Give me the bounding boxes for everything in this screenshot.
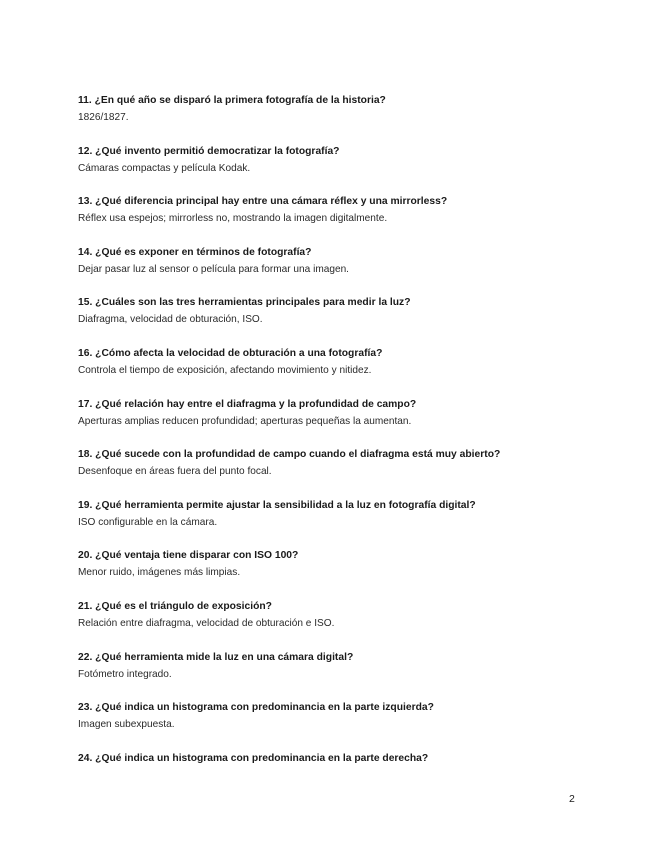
qa-item-19 (78, 499, 598, 550)
question-text: 23. ¿Qué indica un histograma con predominancia en la parte izquierda? (78, 702, 434, 714)
qa-item-15 (78, 296, 598, 347)
question-answer-list (78, 94, 598, 802)
question-text: 15. ¿Cuáles son las tres herramientas principales para medir la luz? (78, 297, 411, 309)
qa-item-11 (78, 94, 598, 145)
qa-item-23 (78, 701, 598, 752)
qa-item-21 (78, 600, 598, 651)
qa-item-13 (78, 195, 598, 246)
qa-item-24 (78, 752, 598, 803)
question-text: 17. ¿Qué relación hay entre el diafragma y la profundidad de campo? (78, 398, 417, 410)
answer-text: Relación entre diafragma, velocidad de obturación e ISO. (78, 617, 335, 629)
question-text: 21. ¿Qué es el triángulo de exposición? (78, 600, 272, 612)
answer-text: Réflex usa espejos; mirrorless no, mostrando la imagen digitalmente. (78, 213, 388, 225)
qa-item-20 (78, 549, 598, 600)
question-text: 24. ¿Qué indica un histograma con predominancia en la parte derecha? (78, 752, 429, 764)
answer-text: Cámaras compactas y película Kodak. (78, 162, 251, 174)
page-number: 2 (569, 793, 575, 805)
question-text: 12. ¿Qué invento permitió democratizar la fotografía? (78, 145, 340, 157)
answer-text: Menor ruido, imágenes más limpias. (78, 567, 241, 579)
qa-item-12 (78, 145, 598, 196)
qa-item-22 (78, 651, 598, 702)
question-text: 14. ¿Qué es exponer en términos de fotografía? (78, 246, 312, 258)
question-text: 20. ¿Qué ventaja tiene disparar con ISO 100? (78, 550, 299, 562)
question-text: 18. ¿Qué sucede con la profundidad de campo cuando el diafragma está muy abierto? (78, 449, 501, 461)
answer-text: Controla el tiempo de exposición, afectando movimiento y nitidez. (78, 364, 372, 376)
answer-text: Dejar pasar luz al sensor o película para formar una imagen. (78, 263, 349, 275)
answer-text: Imagen subexpuesta. (78, 719, 175, 731)
qa-item-16 (78, 347, 598, 398)
answer-text: Desenfoque en áreas fuera del punto focal. (78, 466, 272, 478)
qa-item-17 (78, 398, 598, 449)
question-text: 19. ¿Qué herramienta permite ajustar la sensibilidad a la luz en fotografía digital? (78, 499, 476, 511)
qa-item-18 (78, 448, 598, 499)
answer-text: Aperturas amplias reducen profundidad; aperturas pequeñas la aumentan. (78, 415, 412, 427)
qa-item-14 (78, 246, 598, 297)
answer-text: Fotómetro integrado. (78, 668, 172, 680)
question-text: 11. ¿En qué año se disparó la primera fotografía de la historia? (78, 95, 386, 106)
question-text: 22. ¿Qué herramienta mide la luz en una cámara digital? (78, 651, 354, 663)
question-text: 13. ¿Qué diferencia principal hay entre una cámara réflex y una mirrorless? (78, 196, 448, 208)
answer-text: 1826/1827. (78, 112, 129, 123)
answer-text: ISO configurable en la cámara. (78, 516, 218, 528)
answer-text: Diafragma, velocidad de obturación, ISO. (78, 314, 263, 326)
question-text: 16. ¿Cómo afecta la velocidad de obturación a una fotografía? (78, 347, 383, 359)
